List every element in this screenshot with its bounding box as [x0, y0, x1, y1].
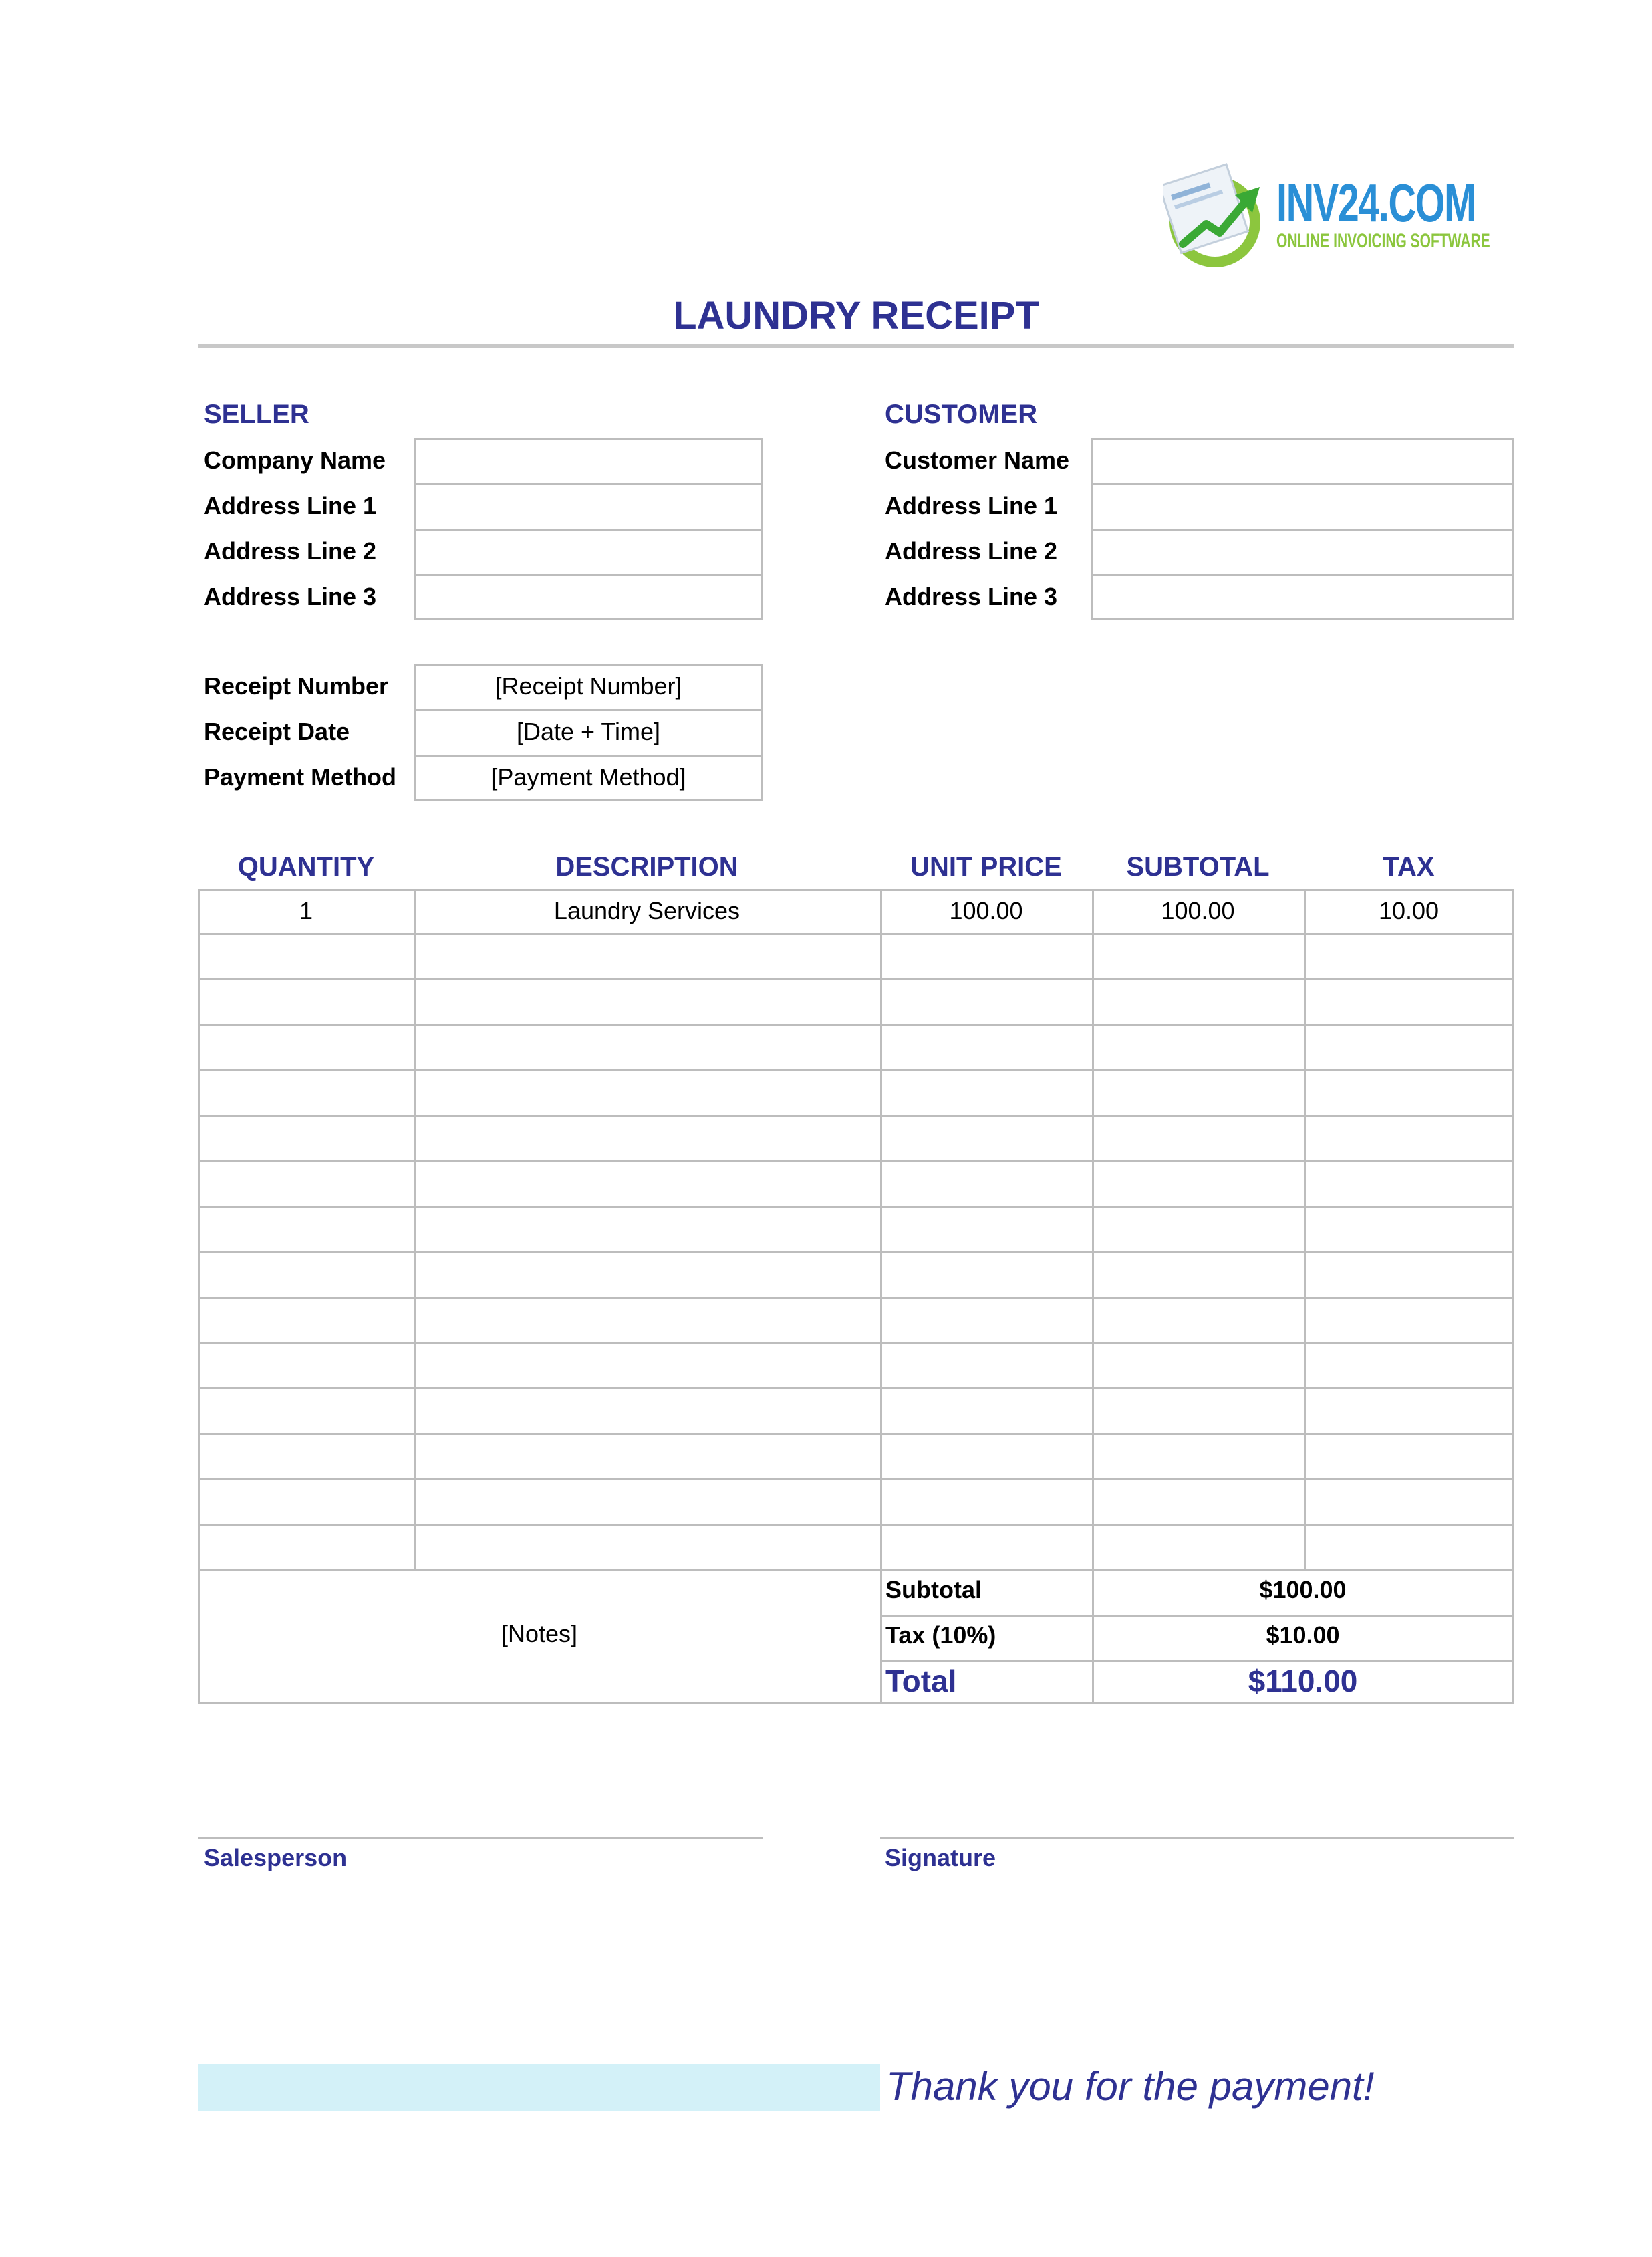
- cell-tax[interactable]: [1304, 980, 1514, 1025]
- col-header-unit-price: UNIT PRICE: [910, 852, 1062, 882]
- summary-total-label: Total: [885, 1664, 957, 1698]
- receipt-info-box: [414, 664, 763, 801]
- divider: [1093, 483, 1512, 485]
- cell-tax[interactable]: 10.00: [1378, 897, 1439, 924]
- col-header-subtotal: SUBTOTAL: [1126, 852, 1270, 882]
- cell-tax[interactable]: [1304, 1389, 1514, 1434]
- cell-tax[interactable]: [1304, 1071, 1514, 1116]
- cell-description[interactable]: [414, 1343, 880, 1389]
- cell-subtotal[interactable]: [1092, 1389, 1304, 1434]
- customer-label-address-3: Address Line 3: [885, 583, 1058, 610]
- cell-unit-price[interactable]: [880, 1525, 1092, 1571]
- seller-fields-box: [414, 438, 763, 620]
- cell-description[interactable]: [414, 1434, 880, 1480]
- cell-tax[interactable]: [1304, 1343, 1514, 1389]
- cell-subtotal[interactable]: [1092, 1252, 1304, 1298]
- customer-fields-box: [1091, 438, 1514, 620]
- title-divider: [198, 344, 1514, 348]
- cell-unit-price[interactable]: [880, 1116, 1092, 1162]
- cell-unit-price[interactable]: [880, 1480, 1092, 1525]
- cell-tax[interactable]: [1304, 1116, 1514, 1162]
- cell-subtotal[interactable]: [1092, 1207, 1304, 1252]
- cell-tax[interactable]: [1304, 934, 1514, 980]
- cell-tax[interactable]: [1304, 1480, 1514, 1525]
- cell-unit-price[interactable]: [880, 1252, 1092, 1298]
- divider: [416, 529, 761, 531]
- cell-subtotal[interactable]: [1092, 1480, 1304, 1525]
- cell-description[interactable]: [414, 1298, 880, 1343]
- cell-description[interactable]: [414, 1071, 880, 1116]
- salesperson-label: Salesperson: [204, 1844, 348, 1871]
- cell-subtotal[interactable]: 100.00: [1161, 897, 1235, 924]
- col-header-description: DESCRIPTION: [555, 852, 738, 882]
- cell-subtotal[interactable]: [1092, 934, 1304, 980]
- cell-tax[interactable]: [1304, 1298, 1514, 1343]
- summary-tax-value: $10.00: [1266, 1621, 1340, 1649]
- cell-quantity[interactable]: [198, 1071, 414, 1116]
- cell-unit-price[interactable]: [880, 1025, 1092, 1071]
- col-header-tax: TAX: [1383, 852, 1435, 882]
- seller-label-company: Company Name: [204, 446, 386, 474]
- customer-label-name: Customer Name: [885, 446, 1070, 474]
- cell-tax[interactable]: [1304, 1434, 1514, 1480]
- cell-subtotal[interactable]: [1092, 1116, 1304, 1162]
- logo-tagline: ONLINE INVOICING SOFTWARE: [1276, 230, 1490, 252]
- divider: [1093, 529, 1512, 531]
- cell-quantity[interactable]: 1: [299, 897, 313, 924]
- cell-tax[interactable]: [1304, 1252, 1514, 1298]
- cell-description[interactable]: [414, 1207, 880, 1252]
- customer-heading: CUSTOMER: [885, 400, 1038, 429]
- signature-line: [880, 1837, 1514, 1839]
- seller-label-address-1: Address Line 1: [204, 492, 377, 519]
- cell-description[interactable]: [414, 1480, 880, 1525]
- cell-unit-price[interactable]: [880, 934, 1092, 980]
- cell-unit-price[interactable]: [880, 1162, 1092, 1207]
- cell-subtotal[interactable]: [1092, 1434, 1304, 1480]
- cell-subtotal[interactable]: [1092, 1162, 1304, 1207]
- cell-tax[interactable]: [1304, 1025, 1514, 1071]
- signature-label: Signature: [885, 1844, 996, 1871]
- cell-description[interactable]: [414, 934, 880, 980]
- summary-total-value: $110.00: [1248, 1664, 1358, 1698]
- cell-unit-price[interactable]: [880, 1434, 1092, 1480]
- summary-subtotal-value: $100.00: [1259, 1576, 1347, 1603]
- cell-description[interactable]: [414, 980, 880, 1025]
- cell-description[interactable]: [414, 1389, 880, 1434]
- summary-subtotal-label: Subtotal: [885, 1576, 982, 1603]
- cell-description[interactable]: [414, 1116, 880, 1162]
- cell-unit-price[interactable]: [880, 1343, 1092, 1389]
- cell-unit-price[interactable]: [880, 980, 1092, 1025]
- footer-bar: [198, 2064, 880, 2111]
- cell-tax[interactable]: [1304, 1162, 1514, 1207]
- cell-subtotal[interactable]: [1092, 1343, 1304, 1389]
- cell-quantity[interactable]: [198, 1207, 414, 1252]
- cell-tax[interactable]: [1304, 1525, 1514, 1571]
- cell-quantity[interactable]: [198, 1434, 414, 1480]
- cell-description[interactable]: [414, 1252, 880, 1298]
- cell-quantity[interactable]: [198, 1025, 414, 1071]
- cell-unit-price[interactable]: [880, 1298, 1092, 1343]
- thank-you-message: Thank you for the payment!: [886, 2064, 1375, 2109]
- cell-quantity[interactable]: [198, 934, 414, 980]
- logo-name: INV24.COM: [1276, 173, 1476, 233]
- receipt-number-field[interactable]: [Receipt Number]: [495, 672, 682, 700]
- cell-unit-price[interactable]: 100.00: [949, 897, 1023, 924]
- divider: [1093, 574, 1512, 576]
- seller-label-address-3: Address Line 3: [204, 583, 377, 610]
- cell-description[interactable]: [414, 1162, 880, 1207]
- cell-unit-price[interactable]: [880, 1389, 1092, 1434]
- summary-tax-label: Tax (10%): [885, 1621, 996, 1649]
- cell-subtotal[interactable]: [1092, 1525, 1304, 1571]
- receipt-date-field[interactable]: [Date + Time]: [516, 718, 661, 745]
- cell-quantity[interactable]: [198, 1162, 414, 1207]
- cell-quantity[interactable]: [198, 1116, 414, 1162]
- divider: [416, 574, 761, 576]
- cell-description[interactable]: [414, 1525, 880, 1571]
- customer-label-address-2: Address Line 2: [885, 537, 1058, 565]
- page-title: LAUNDRY RECEIPT: [673, 294, 1039, 338]
- cell-quantity[interactable]: [198, 1252, 414, 1298]
- cell-quantity[interactable]: [198, 1480, 414, 1525]
- cell-description[interactable]: Laundry Services: [553, 897, 740, 924]
- seller-heading: SELLER: [204, 400, 309, 429]
- cell-unit-price[interactable]: [880, 1071, 1092, 1116]
- customer-label-address-1: Address Line 1: [885, 492, 1058, 519]
- receipt-date-label: Receipt Date: [204, 718, 350, 745]
- cell-subtotal[interactable]: [1092, 1298, 1304, 1343]
- receipt-number-label: Receipt Number: [204, 672, 389, 700]
- cell-subtotal[interactable]: [1092, 1071, 1304, 1116]
- cell-quantity[interactable]: [198, 980, 414, 1025]
- cell-description[interactable]: [414, 1025, 880, 1071]
- cell-quantity[interactable]: [198, 1343, 414, 1389]
- seller-label-address-2: Address Line 2: [204, 537, 377, 565]
- payment-method-label: Payment Method: [204, 763, 397, 791]
- col-header-quantity: QUANTITY: [237, 852, 375, 882]
- cell-quantity[interactable]: [198, 1298, 414, 1343]
- cell-quantity[interactable]: [198, 1389, 414, 1434]
- cell-unit-price[interactable]: [880, 1207, 1092, 1252]
- salesperson-line: [198, 1837, 763, 1839]
- logo-icon: [1163, 160, 1276, 274]
- cell-subtotal[interactable]: [1092, 980, 1304, 1025]
- notes-field[interactable]: [Notes]: [501, 1620, 578, 1647]
- cell-subtotal[interactable]: [1092, 1025, 1304, 1071]
- payment-method-field[interactable]: [Payment Method]: [491, 763, 686, 791]
- divider: [416, 483, 761, 485]
- cell-tax[interactable]: [1304, 1207, 1514, 1252]
- cell-quantity[interactable]: [198, 1525, 414, 1571]
